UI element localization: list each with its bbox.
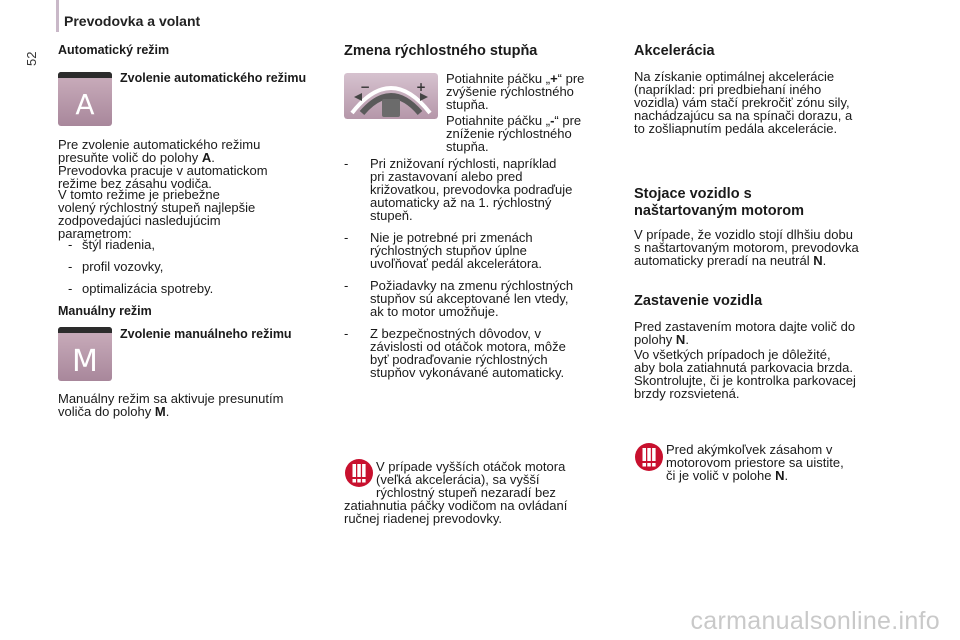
manual-mode-icon [58, 327, 112, 381]
idling-paragraph: V prípade, že vozidlo stojí dlhšiu dobu s naštartovaným motorom, prevodovka automaticky preradí na neutrál N. [634, 227, 859, 268]
auto-parameter-list [58, 238, 328, 295]
manual-paragraph: Manuálny režim sa aktivuje presunutím voliča do polohy M. [58, 391, 284, 419]
list-item: - optimalizácia spotreby. [68, 281, 214, 296]
heading-automatic-mode: Automatický režim [58, 43, 170, 57]
heading-stopping-vehicle: Zastavenie vozidla [634, 293, 763, 309]
list-item: - Požiadavky na zmenu rýchlostných stupňov sú akceptované len vtedy, ak to motor umožňuje. [344, 278, 574, 319]
heading-gear-change: Zmena rýchlostného stupňa [344, 43, 538, 59]
stopping-paragraph-1: Pred zastavením motora dajte volič do polohy N. [634, 319, 856, 347]
stopping-paragraph-2: Vo všetkých prípadoch je dôležité, aby bola zatiahnutá parkovacia brzda. Skontrolujte, či je kontrolka parkovacej brzdy rozsvietená. [634, 347, 856, 401]
engine-warning-text: Pred akýmkoľvek zásahom v motorovom priestore sa uistite, či je volič v polohe N. [666, 442, 844, 483]
heading-acceleration: Akcelerácia [634, 43, 715, 59]
shift-down-instruction: Potiahnite páčku „-“ pre zníženie rýchlostného stupňa. [446, 113, 582, 154]
gear-warning-text-top: V prípade vyšších otáčok motora (veľká akcelerácia), sa vyšší rýchlostný stupeň nezaradí bez [376, 459, 566, 500]
automatic-mode-caption: Zvolenie automatického režimu [120, 71, 307, 85]
svg-text:−: − [360, 80, 371, 94]
list-item: - Z bezpečnostných dôvodov, v závislosti od otáčok motora, môže byť podraďovanie rýchlostných stupňov vykonávané automaticky. [344, 326, 566, 380]
list-item: - Nie je potrebné pri zmenách rýchlostných stupňov úplne uvoľňovať pedál akcelerátora. [344, 230, 542, 271]
gear-change-notes [344, 157, 624, 379]
header-accent-bar [56, 0, 59, 32]
watermark: carmanualsonline.info [690, 607, 940, 635]
automatic-mode-icon [58, 72, 112, 126]
list-item: - profil vozovky, [68, 259, 164, 274]
manual-mode-caption: Zvolenie manuálneho režimu [120, 327, 292, 341]
shift-up-instruction: Potiahnite páčku „+“ pre zvýšenie rýchlostného stupňa. [446, 71, 585, 112]
auto-paragraph-3: V tomto režime je priebežne volený rýchlostný stupeň najlepšie zodpovedajúci nasledujúcim parametrom: [58, 187, 256, 241]
page-header: Prevodovka a volant [64, 13, 201, 29]
svg-text:+: + [416, 80, 427, 94]
heading-idling-vehicle: Stojace vozidlo s naštartovaným motorom [634, 186, 805, 219]
list-item: - štýl riadenia, [68, 237, 155, 252]
heading-manual-mode: Manuálny režim [58, 304, 152, 318]
icon-letter-m: M [72, 344, 98, 379]
page-number: 52 [24, 51, 39, 66]
steering-paddles-icon [344, 73, 438, 119]
gear-warning-text-bottom: zatiahnutia páčky vodičom na ovládaní ručnej riadenej prevodovky. [344, 498, 568, 526]
acceleration-paragraph: Na získanie optimálnej akcelerácie (napríklad: pri predbiehaní iného vozidla) vám stačí prekročiť zónu sily, nachádzajúcu sa na spínači dorazu, a to zošliapnutím pedála akcelerácie. [634, 69, 853, 136]
auto-paragraph-1: Pre zvolenie automatického režimu presuňte volič do polohy A. [58, 137, 261, 165]
warning-icon [344, 458, 374, 488]
warning-icon [634, 442, 664, 472]
list-item: - Pri znižovaní rýchlosti, napríklad pri zastavovaní alebo pred križovatkou, prevodovka podraďuje automaticky až na 1. rýchlostný stupeň. [344, 156, 573, 223]
auto-paragraph-2: Prevodovka pracuje v automatickom režime bez zásahu vodiča. [58, 163, 268, 191]
icon-letter-a: A [75, 88, 95, 121]
